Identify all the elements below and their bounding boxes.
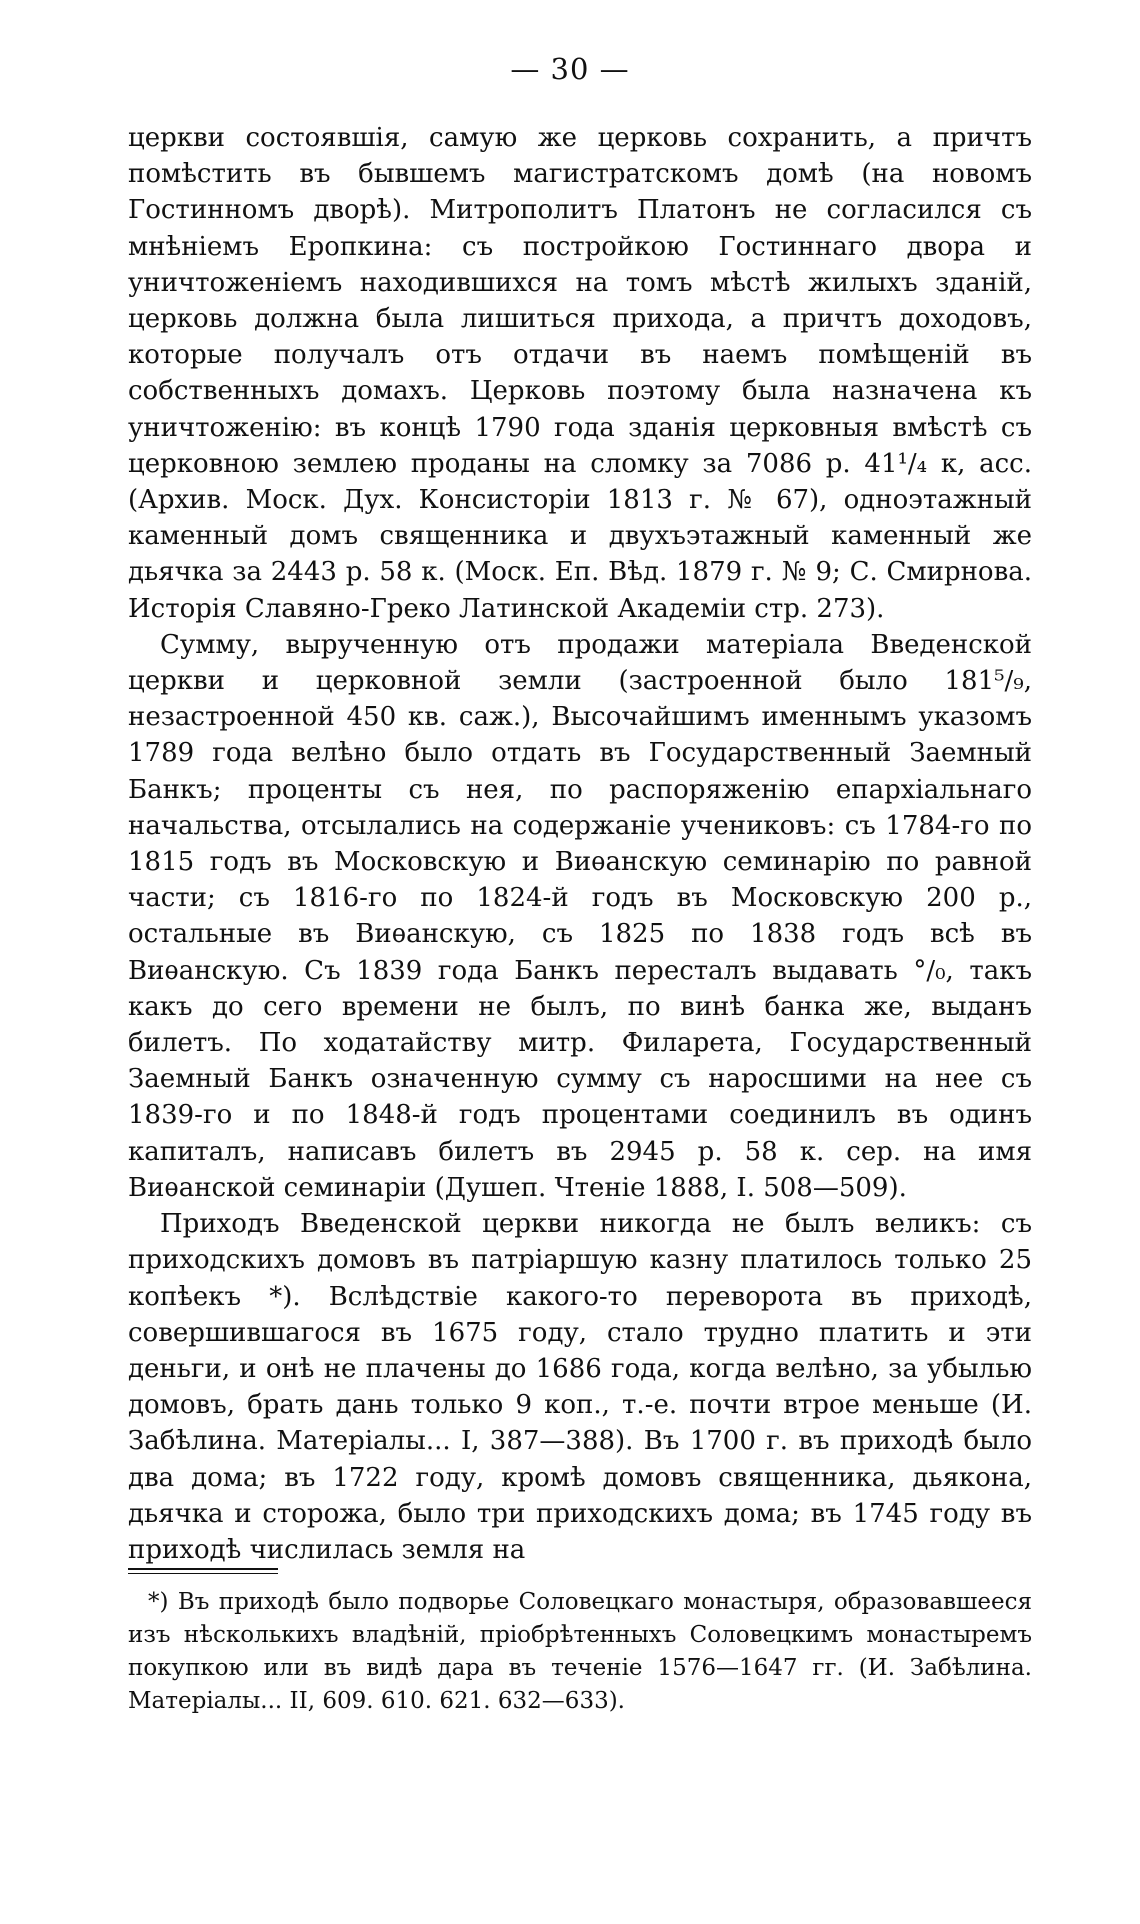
main-text [128,120,1032,1568]
paragraph-2: Сумму, вырученную отъ продажи матеріала Введенской церкви и церковной земли (застроенной было 181⁵/₉, незастроенной 450 кв. саж.), Высочайшимъ именнымъ указомъ 1789 года велѣно было отдать въ Государственный Заемный Банкъ; проценты съ нея, по распоряженію епархіальнаго начальства, отсылались на содержаніе учениковъ: съ 1784-го по 1815 годъ въ Московскую и Виѳанскую семинарію по равной части; съ 1816-го по 1824-й годъ въ Московскую 200 р., остальные въ Виѳанскую, съ 1825 по 1838 годъ всѣ въ Виѳанскую. Съ 1839 года Банкъ пересталъ выдавать °/₀, такъ какъ до сего времени не былъ, по винѣ банка же, выданъ билетъ. По ходатайству митр. Филарета, Государственный Заемный Банкъ означенную сумму съ наросшими на нее съ 1839-го и по 1848-й годъ процентами соединилъ въ одинъ капиталъ, написавъ билетъ въ 2945 р. 58 к. сер. на имя Виѳанской семинаріи (Душеп. Чтеніе 1888, I. 508—509). [128,629,1032,1203]
footnote-divider [128,1568,278,1570]
paragraph-1: церкви состоявшія, самую же церковь сохранить, а причтъ помѣстить въ бывшемъ магистратскомъ домѣ (на новомъ Гостинномъ дворѣ). Митрополитъ Платонъ не согласился съ мнѣніемъ Еропкина: съ постройкою Гостиннаго двора и уничтоженіемъ находившихся на томъ мѣстѣ жилыхъ зданій, церковь должна была лишиться прихода, а причтъ доходовъ, которые получалъ отъ отдачи въ наемъ помѣщеній въ собственныхъ домахъ. Церковь поэтому была назначена къ уничтоженію: въ концѣ 1790 года зданія церковныя вмѣстѣ съ церковною землею проданы на сломку за 7086 р. 41¹/₄ к, асс. (Архив. Моск. Дух. Консисторіи 1813 г. № 67), одноэтажный каменный домъ священника и двухъэтажный каменный же дьячка за 2443 р. 58 к. (Моск. Еп. Вѣд. 1879 г. № 9; С. Смирнова. Исторія Славяно-Греко Латинской Академіи стр. 273). [128,123,1032,624]
paragraph-3: Приходъ Введенской церкви никогда не былъ великъ: съ приходскихъ домовъ въ патріаршую казну платилось только 25 копѣекъ *). Вслѣдствіе какого-то переворота въ приходѣ, совершившагося въ 1675 году, стало трудно платить и эти деньги, и онѣ не плачены до 1686 года, когда велѣно, за убылью домовъ, брать дань только 9 коп., т.-е. почти втрое меньше (И. Забѣлина. Матеріалы... I, 387—388). Въ 1700 г. въ приходѣ было два дома; въ 1722 году, кромѣ домовъ священника, дьякона, дьячка и сторожа, было три приходскихъ дома; въ 1745 году въ приходѣ числилась земля на [128,1209,1032,1565]
page-number: — 30 — [510,52,630,86]
footnote [128,1586,1032,1718]
footnote-text: *) Въ приходѣ было подворье Соловецкаго монастыря, образовавшееся изъ нѣсколькихъ владѣній, пріобрѣтенныхъ Соловецкимъ монастыремъ покупкою или въ видѣ дара въ теченіе 1576—1647 гг. (И. Забѣлина. Матеріалы... II, 609. 610. 621. 632—633). [128,1589,1032,1714]
footnote-divider-thin [128,1573,278,1574]
